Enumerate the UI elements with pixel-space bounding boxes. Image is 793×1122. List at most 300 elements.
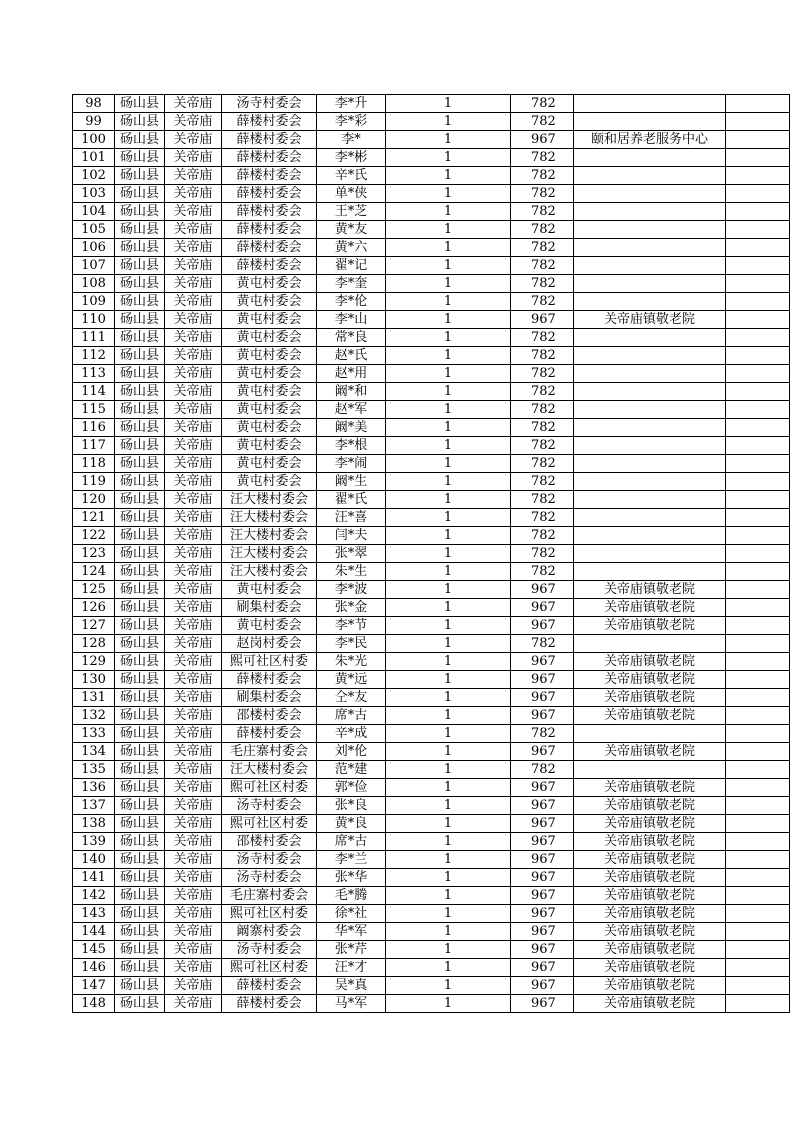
town-cell: 关帝庙 bbox=[165, 113, 222, 131]
table-row bbox=[73, 401, 790, 419]
table-row bbox=[73, 185, 790, 203]
count-cell: 1 bbox=[386, 113, 511, 131]
institution-cell bbox=[574, 761, 726, 779]
table-row bbox=[73, 509, 790, 527]
town-cell: 关帝庙 bbox=[165, 833, 222, 851]
town-cell: 关帝庙 bbox=[165, 401, 222, 419]
amount-cell: 782 bbox=[511, 221, 574, 239]
county-cell: 砀山县 bbox=[115, 383, 165, 401]
row-number-cell: 111 bbox=[73, 329, 115, 347]
table-row bbox=[73, 797, 790, 815]
empty-cell bbox=[726, 851, 790, 869]
county-cell: 砀山县 bbox=[115, 239, 165, 257]
institution-cell: 关帝庙镇敬老院 bbox=[574, 671, 726, 689]
institution-cell: 关帝庙镇敬老院 bbox=[574, 617, 726, 635]
village-cell: 薛楼村委会 bbox=[222, 239, 317, 257]
amount-cell: 782 bbox=[511, 455, 574, 473]
county-cell: 砀山县 bbox=[115, 167, 165, 185]
town-cell: 关帝庙 bbox=[165, 671, 222, 689]
county-cell: 砀山县 bbox=[115, 779, 165, 797]
institution-cell: 关帝庙镇敬老院 bbox=[574, 995, 726, 1013]
town-cell: 关帝庙 bbox=[165, 563, 222, 581]
county-cell: 砀山县 bbox=[115, 905, 165, 923]
row-number-cell: 106 bbox=[73, 239, 115, 257]
empty-cell bbox=[726, 383, 790, 401]
row-number-cell: 126 bbox=[73, 599, 115, 617]
village-cell: 黄屯村委会 bbox=[222, 293, 317, 311]
amount-cell: 782 bbox=[511, 365, 574, 383]
county-cell: 砀山县 bbox=[115, 671, 165, 689]
village-cell: 黄屯村委会 bbox=[222, 383, 317, 401]
name-cell: 李*伦 bbox=[317, 293, 386, 311]
name-cell: 华*军 bbox=[317, 923, 386, 941]
county-cell: 砀山县 bbox=[115, 203, 165, 221]
county-cell: 砀山县 bbox=[115, 293, 165, 311]
town-cell: 关帝庙 bbox=[165, 797, 222, 815]
count-cell: 1 bbox=[386, 743, 511, 761]
amount-cell: 782 bbox=[511, 347, 574, 365]
town-cell: 关帝庙 bbox=[165, 689, 222, 707]
village-cell: 黄屯村委会 bbox=[222, 473, 317, 491]
empty-cell bbox=[726, 941, 790, 959]
county-cell: 砀山县 bbox=[115, 131, 165, 149]
town-cell: 关帝庙 bbox=[165, 509, 222, 527]
empty-cell bbox=[726, 131, 790, 149]
empty-cell bbox=[726, 221, 790, 239]
institution-cell: 颐和居养老服务中心 bbox=[574, 131, 726, 149]
row-number-cell: 119 bbox=[73, 473, 115, 491]
county-cell: 砀山县 bbox=[115, 347, 165, 365]
institution-cell bbox=[574, 239, 726, 257]
institution-cell bbox=[574, 95, 726, 113]
town-cell: 关帝庙 bbox=[165, 923, 222, 941]
count-cell: 1 bbox=[386, 581, 511, 599]
institution-cell bbox=[574, 473, 726, 491]
amount-cell: 782 bbox=[511, 761, 574, 779]
name-cell: 席*古 bbox=[317, 833, 386, 851]
row-number-cell: 143 bbox=[73, 905, 115, 923]
name-cell: 阚*生 bbox=[317, 473, 386, 491]
name-cell: 翟*记 bbox=[317, 257, 386, 275]
county-cell: 砀山县 bbox=[115, 365, 165, 383]
village-cell: 黄屯村委会 bbox=[222, 581, 317, 599]
amount-cell: 782 bbox=[511, 527, 574, 545]
town-cell: 关帝庙 bbox=[165, 185, 222, 203]
count-cell: 1 bbox=[386, 707, 511, 725]
row-number-cell: 113 bbox=[73, 365, 115, 383]
table-row bbox=[73, 995, 790, 1013]
amount-cell: 782 bbox=[511, 329, 574, 347]
count-cell: 1 bbox=[386, 905, 511, 923]
name-cell: 李*闹 bbox=[317, 455, 386, 473]
institution-cell: 关帝庙镇敬老院 bbox=[574, 887, 726, 905]
table-row bbox=[73, 455, 790, 473]
name-cell: 赵*用 bbox=[317, 365, 386, 383]
table-row bbox=[73, 365, 790, 383]
table-row bbox=[73, 581, 790, 599]
row-number-cell: 142 bbox=[73, 887, 115, 905]
table-row bbox=[73, 221, 790, 239]
count-cell: 1 bbox=[386, 203, 511, 221]
institution-cell bbox=[574, 563, 726, 581]
village-cell: 黄屯村委会 bbox=[222, 329, 317, 347]
count-cell: 1 bbox=[386, 797, 511, 815]
name-cell: 阚*美 bbox=[317, 419, 386, 437]
name-cell: 朱*光 bbox=[317, 653, 386, 671]
county-cell: 砀山县 bbox=[115, 959, 165, 977]
amount-cell: 967 bbox=[511, 689, 574, 707]
row-number-cell: 101 bbox=[73, 149, 115, 167]
amount-cell: 967 bbox=[511, 311, 574, 329]
institution-cell bbox=[574, 365, 726, 383]
empty-cell bbox=[726, 617, 790, 635]
count-cell: 1 bbox=[386, 329, 511, 347]
county-cell: 砀山县 bbox=[115, 473, 165, 491]
county-cell: 砀山县 bbox=[115, 869, 165, 887]
row-number-cell: 109 bbox=[73, 293, 115, 311]
row-number-cell: 116 bbox=[73, 419, 115, 437]
row-number-cell: 110 bbox=[73, 311, 115, 329]
institution-cell bbox=[574, 293, 726, 311]
table-row bbox=[73, 707, 790, 725]
count-cell: 1 bbox=[386, 851, 511, 869]
amount-cell: 967 bbox=[511, 959, 574, 977]
county-cell: 砀山县 bbox=[115, 653, 165, 671]
name-cell: 吴*真 bbox=[317, 977, 386, 995]
empty-cell bbox=[726, 725, 790, 743]
table-row bbox=[73, 329, 790, 347]
table-row bbox=[73, 545, 790, 563]
table-row bbox=[73, 437, 790, 455]
county-cell: 砀山县 bbox=[115, 329, 165, 347]
table-row bbox=[73, 527, 790, 545]
town-cell: 关帝庙 bbox=[165, 707, 222, 725]
count-cell: 1 bbox=[386, 95, 511, 113]
empty-cell bbox=[726, 275, 790, 293]
empty-cell bbox=[726, 671, 790, 689]
town-cell: 关帝庙 bbox=[165, 293, 222, 311]
amount-cell: 782 bbox=[511, 419, 574, 437]
amount-cell: 782 bbox=[511, 725, 574, 743]
institution-cell bbox=[574, 545, 726, 563]
institution-cell bbox=[574, 419, 726, 437]
row-number-cell: 102 bbox=[73, 167, 115, 185]
village-cell: 薛楼村委会 bbox=[222, 113, 317, 131]
table-row bbox=[73, 419, 790, 437]
institution-cell bbox=[574, 203, 726, 221]
town-cell: 关帝庙 bbox=[165, 995, 222, 1013]
county-cell: 砀山县 bbox=[115, 707, 165, 725]
table-row bbox=[73, 833, 790, 851]
institution-cell: 关帝庙镇敬老院 bbox=[574, 311, 726, 329]
village-cell: 毛庄寨村委会 bbox=[222, 887, 317, 905]
name-cell: 张*翠 bbox=[317, 545, 386, 563]
empty-cell bbox=[726, 995, 790, 1013]
village-cell: 刷集村委会 bbox=[222, 689, 317, 707]
amount-cell: 967 bbox=[511, 905, 574, 923]
village-cell: 黄屯村委会 bbox=[222, 455, 317, 473]
county-cell: 砀山县 bbox=[115, 635, 165, 653]
count-cell: 1 bbox=[386, 149, 511, 167]
count-cell: 1 bbox=[386, 815, 511, 833]
village-cell: 薛楼村委会 bbox=[222, 149, 317, 167]
name-cell: 朱*生 bbox=[317, 563, 386, 581]
count-cell: 1 bbox=[386, 527, 511, 545]
amount-cell: 967 bbox=[511, 887, 574, 905]
county-cell: 砀山县 bbox=[115, 563, 165, 581]
county-cell: 砀山县 bbox=[115, 941, 165, 959]
name-cell: 汪*才 bbox=[317, 959, 386, 977]
village-cell: 汤寺村委会 bbox=[222, 851, 317, 869]
row-number-cell: 104 bbox=[73, 203, 115, 221]
town-cell: 关帝庙 bbox=[165, 347, 222, 365]
row-number-cell: 137 bbox=[73, 797, 115, 815]
row-number-cell: 121 bbox=[73, 509, 115, 527]
row-number-cell: 99 bbox=[73, 113, 115, 131]
table-row bbox=[73, 149, 790, 167]
town-cell: 关帝庙 bbox=[165, 437, 222, 455]
row-number-cell: 98 bbox=[73, 95, 115, 113]
name-cell: 黄*良 bbox=[317, 815, 386, 833]
empty-cell bbox=[726, 707, 790, 725]
institution-cell bbox=[574, 275, 726, 293]
village-cell: 薛楼村委会 bbox=[222, 185, 317, 203]
count-cell: 1 bbox=[386, 257, 511, 275]
table-row bbox=[73, 311, 790, 329]
county-cell: 砀山县 bbox=[115, 761, 165, 779]
empty-cell bbox=[726, 239, 790, 257]
village-cell: 薛楼村委会 bbox=[222, 671, 317, 689]
row-number-cell: 112 bbox=[73, 347, 115, 365]
amount-cell: 782 bbox=[511, 275, 574, 293]
count-cell: 1 bbox=[386, 419, 511, 437]
empty-cell bbox=[726, 887, 790, 905]
row-number-cell: 133 bbox=[73, 725, 115, 743]
county-cell: 砀山县 bbox=[115, 149, 165, 167]
empty-cell bbox=[726, 257, 790, 275]
table-row bbox=[73, 851, 790, 869]
count-cell: 1 bbox=[386, 347, 511, 365]
amount-cell: 967 bbox=[511, 779, 574, 797]
count-cell: 1 bbox=[386, 401, 511, 419]
village-cell: 汤寺村委会 bbox=[222, 869, 317, 887]
empty-cell bbox=[726, 491, 790, 509]
row-number-cell: 130 bbox=[73, 671, 115, 689]
name-cell: 李*奎 bbox=[317, 275, 386, 293]
village-cell: 薛楼村委会 bbox=[222, 257, 317, 275]
institution-cell: 关帝庙镇敬老院 bbox=[574, 797, 726, 815]
county-cell: 砀山县 bbox=[115, 815, 165, 833]
institution-cell bbox=[574, 725, 726, 743]
town-cell: 关帝庙 bbox=[165, 149, 222, 167]
row-number-cell: 105 bbox=[73, 221, 115, 239]
town-cell: 关帝庙 bbox=[165, 275, 222, 293]
amount-cell: 782 bbox=[511, 239, 574, 257]
empty-cell bbox=[726, 95, 790, 113]
table-row bbox=[73, 635, 790, 653]
amount-cell: 782 bbox=[511, 293, 574, 311]
town-cell: 关帝庙 bbox=[165, 203, 222, 221]
table-row bbox=[73, 923, 790, 941]
amount-cell: 782 bbox=[511, 113, 574, 131]
amount-cell: 967 bbox=[511, 851, 574, 869]
amount-cell: 967 bbox=[511, 815, 574, 833]
name-cell: 李*根 bbox=[317, 437, 386, 455]
town-cell: 关帝庙 bbox=[165, 419, 222, 437]
amount-cell: 782 bbox=[511, 509, 574, 527]
town-cell: 关帝庙 bbox=[165, 977, 222, 995]
county-cell: 砀山县 bbox=[115, 95, 165, 113]
county-cell: 砀山县 bbox=[115, 887, 165, 905]
institution-cell bbox=[574, 527, 726, 545]
table-row bbox=[73, 761, 790, 779]
name-cell: 仝*友 bbox=[317, 689, 386, 707]
table-row bbox=[73, 473, 790, 491]
institution-cell bbox=[574, 167, 726, 185]
institution-cell bbox=[574, 257, 726, 275]
village-cell: 黄屯村委会 bbox=[222, 311, 317, 329]
institution-cell: 关帝庙镇敬老院 bbox=[574, 941, 726, 959]
institution-cell: 关帝庙镇敬老院 bbox=[574, 851, 726, 869]
institution-cell: 关帝庙镇敬老院 bbox=[574, 869, 726, 887]
county-cell: 砀山县 bbox=[115, 743, 165, 761]
village-cell: 薛楼村委会 bbox=[222, 221, 317, 239]
row-number-cell: 128 bbox=[73, 635, 115, 653]
count-cell: 1 bbox=[386, 635, 511, 653]
town-cell: 关帝庙 bbox=[165, 473, 222, 491]
county-cell: 砀山县 bbox=[115, 923, 165, 941]
table-row bbox=[73, 275, 790, 293]
empty-cell bbox=[726, 167, 790, 185]
empty-cell bbox=[726, 743, 790, 761]
county-cell: 砀山县 bbox=[115, 833, 165, 851]
name-cell: 赵*军 bbox=[317, 401, 386, 419]
amount-cell: 967 bbox=[511, 833, 574, 851]
amount-cell: 782 bbox=[511, 383, 574, 401]
name-cell: 李*彩 bbox=[317, 113, 386, 131]
empty-cell bbox=[726, 599, 790, 617]
table-row bbox=[73, 671, 790, 689]
empty-cell bbox=[726, 959, 790, 977]
town-cell: 关帝庙 bbox=[165, 455, 222, 473]
count-cell: 1 bbox=[386, 131, 511, 149]
town-cell: 关帝庙 bbox=[165, 527, 222, 545]
table-row bbox=[73, 239, 790, 257]
institution-cell bbox=[574, 491, 726, 509]
institution-cell: 关帝庙镇敬老院 bbox=[574, 599, 726, 617]
count-cell: 1 bbox=[386, 869, 511, 887]
county-cell: 砀山县 bbox=[115, 509, 165, 527]
count-cell: 1 bbox=[386, 545, 511, 563]
table-row bbox=[73, 599, 790, 617]
county-cell: 砀山县 bbox=[115, 581, 165, 599]
name-cell: 张*金 bbox=[317, 599, 386, 617]
table-row bbox=[73, 113, 790, 131]
village-cell: 熙可社区村委 bbox=[222, 959, 317, 977]
table-row bbox=[73, 725, 790, 743]
count-cell: 1 bbox=[386, 455, 511, 473]
count-cell: 1 bbox=[386, 167, 511, 185]
town-cell: 关帝庙 bbox=[165, 581, 222, 599]
county-cell: 砀山县 bbox=[115, 455, 165, 473]
row-number-cell: 100 bbox=[73, 131, 115, 149]
village-cell: 薛楼村委会 bbox=[222, 977, 317, 995]
empty-cell bbox=[726, 401, 790, 419]
empty-cell bbox=[726, 923, 790, 941]
empty-cell bbox=[726, 563, 790, 581]
row-number-cell: 118 bbox=[73, 455, 115, 473]
count-cell: 1 bbox=[386, 887, 511, 905]
town-cell: 关帝庙 bbox=[165, 599, 222, 617]
village-cell: 邵楼村委会 bbox=[222, 707, 317, 725]
row-number-cell: 136 bbox=[73, 779, 115, 797]
table-row bbox=[73, 779, 790, 797]
county-cell: 砀山县 bbox=[115, 221, 165, 239]
row-number-cell: 117 bbox=[73, 437, 115, 455]
name-cell: 李*彬 bbox=[317, 149, 386, 167]
empty-cell bbox=[726, 653, 790, 671]
county-cell: 砀山县 bbox=[115, 599, 165, 617]
amount-cell: 967 bbox=[511, 743, 574, 761]
village-cell: 黄屯村委会 bbox=[222, 437, 317, 455]
county-cell: 砀山县 bbox=[115, 185, 165, 203]
village-cell: 阚寨村委会 bbox=[222, 923, 317, 941]
amount-cell: 782 bbox=[511, 437, 574, 455]
town-cell: 关帝庙 bbox=[165, 365, 222, 383]
town-cell: 关帝庙 bbox=[165, 257, 222, 275]
count-cell: 1 bbox=[386, 761, 511, 779]
empty-cell bbox=[726, 797, 790, 815]
institution-cell bbox=[574, 383, 726, 401]
count-cell: 1 bbox=[386, 617, 511, 635]
empty-cell bbox=[726, 149, 790, 167]
name-cell: 马*军 bbox=[317, 995, 386, 1013]
table-row bbox=[73, 131, 790, 149]
institution-cell: 关帝庙镇敬老院 bbox=[574, 905, 726, 923]
village-cell: 黄屯村委会 bbox=[222, 617, 317, 635]
village-cell: 熙可社区村委 bbox=[222, 815, 317, 833]
town-cell: 关帝庙 bbox=[165, 635, 222, 653]
town-cell: 关帝庙 bbox=[165, 491, 222, 509]
empty-cell bbox=[726, 293, 790, 311]
village-cell: 熙可社区村委 bbox=[222, 779, 317, 797]
amount-cell: 967 bbox=[511, 131, 574, 149]
village-cell: 汤寺村委会 bbox=[222, 941, 317, 959]
name-cell: 毛*腾 bbox=[317, 887, 386, 905]
name-cell: 李*波 bbox=[317, 581, 386, 599]
town-cell: 关帝庙 bbox=[165, 383, 222, 401]
row-number-cell: 103 bbox=[73, 185, 115, 203]
town-cell: 关帝庙 bbox=[165, 815, 222, 833]
table-row bbox=[73, 347, 790, 365]
amount-cell: 782 bbox=[511, 95, 574, 113]
village-cell: 黄屯村委会 bbox=[222, 401, 317, 419]
empty-cell bbox=[726, 545, 790, 563]
amount-cell: 967 bbox=[511, 617, 574, 635]
amount-cell: 782 bbox=[511, 491, 574, 509]
town-cell: 关帝庙 bbox=[165, 869, 222, 887]
town-cell: 关帝庙 bbox=[165, 959, 222, 977]
name-cell: 辛*氏 bbox=[317, 167, 386, 185]
count-cell: 1 bbox=[386, 221, 511, 239]
count-cell: 1 bbox=[386, 491, 511, 509]
name-cell: 郭*俭 bbox=[317, 779, 386, 797]
count-cell: 1 bbox=[386, 293, 511, 311]
institution-cell: 关帝庙镇敬老院 bbox=[574, 581, 726, 599]
table-row bbox=[73, 617, 790, 635]
name-cell: 李*兰 bbox=[317, 851, 386, 869]
count-cell: 1 bbox=[386, 383, 511, 401]
